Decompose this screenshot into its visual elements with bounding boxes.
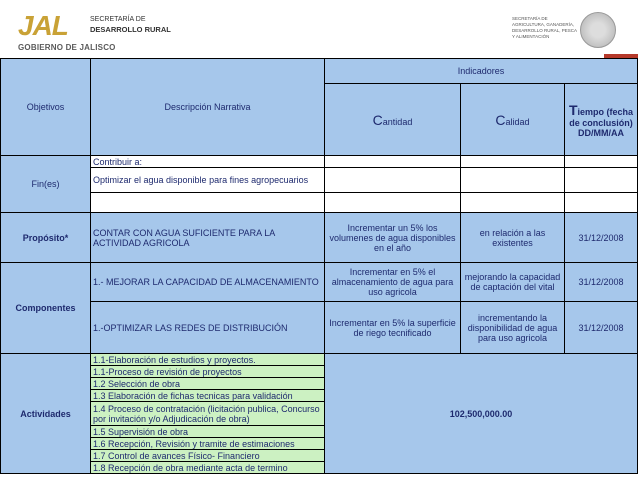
comp2-cantidad: Incrementar en 5% la superficie de riego tecnificado: [325, 302, 461, 354]
secretaria-line1: SECRETARÍA DE: [90, 16, 146, 23]
jal-logo-text: JAL: [18, 10, 68, 41]
activity-item: 1.7 Control de avances Físico- Financiero: [91, 450, 325, 462]
activity-item: 1.5 Supervisión de obra: [91, 426, 325, 438]
activity-item: 1.2 Selección de obra: [91, 378, 325, 390]
proposito-cantidad: Incrementar un 5% los volumenes de agua disponibles en el año: [325, 213, 461, 263]
comp2-calidad: incrementando la disponibilidad de agua para uso agricola: [461, 302, 565, 354]
activity-item: 1.8 Recepción de obra mediante acta de termino: [91, 462, 325, 474]
row-proposito-label: Propósito*: [1, 213, 91, 263]
comp1-desc: 1.- MEJORAR LA CAPACIDAD DE ALMACENAMIENTO: [91, 263, 325, 302]
col-objetivos: Objetivos: [26, 102, 65, 112]
col-tiempo: Tiempo (fecha de conclusión) DD/MM/AA: [565, 84, 638, 156]
national-seal-icon: [580, 12, 616, 48]
comp1-tiempo: 31/12/2008: [565, 263, 638, 302]
activity-item: 1.6 Recepción, Revisión y tramite de estimaciones: [91, 438, 325, 450]
secretaria-line2: DESARROLLO RURAL: [90, 25, 171, 34]
proposito-tiempo: 31/12/2008: [565, 213, 638, 263]
activity-item: 1.3 Elaboración de fichas tecnicas para validación: [91, 390, 325, 402]
sagarpa-logo: [488, 12, 618, 56]
gobierno-label: GOBIERNO DE JALISCO: [18, 43, 116, 52]
activity-item: 1.1-Proceso de revisión de proyectos: [91, 366, 325, 378]
proposito-desc: CONTAR CON AGUA SUFICIENTE PARA LA ACTIVIDAD AGRICOLA: [91, 213, 325, 263]
comp1-cantidad: Incrementar en 5% el almacenamiento de agua para uso agricola: [325, 263, 461, 302]
comp1-calidad: mejorando la capacidad de captación del vital: [461, 263, 565, 302]
comp2-desc: 1.-OPTIMIZAR LAS REDES DE DISTRIBUCIÓN: [91, 302, 325, 354]
activity-item: 1.4 Proceso de contratación (licitación publica, Concurso por invitación y/o Adjudicación de obra): [91, 402, 325, 426]
col-descripcion: Descripción Narrativa: [91, 59, 325, 156]
activities-total: 102,500,000.00: [325, 354, 638, 474]
row-fin-label: Fin(es): [1, 156, 91, 213]
fin-row-2: Optimizar el agua disponible para fines agropecuarios: [91, 168, 325, 193]
fin-row-1: Contribuir a:: [91, 156, 325, 168]
row-actividades-label: Actividades: [1, 354, 91, 474]
col-cantidad: Cantidad: [325, 84, 461, 156]
comp2-tiempo: 31/12/2008: [565, 302, 638, 354]
logical-framework-table: [0, 58, 638, 474]
document-header: [0, 0, 638, 58]
gobierno-jalisco-logo: [18, 10, 190, 54]
sagarpa-text: SECRETARÍA DE AGRICULTURA, GANADERÍA, DESARROLLO RURAL, PESCA Y ALIMENTACIÓN: [512, 16, 577, 39]
activity-item: 1.1-Elaboración de estudios y proyectos.: [91, 354, 325, 366]
row-componentes-label: Componentes: [1, 263, 91, 354]
proposito-calidad: en relación a las existentes: [461, 213, 565, 263]
col-indicadores: Indicadores: [325, 59, 638, 84]
col-calidad: Calidad: [461, 84, 565, 156]
